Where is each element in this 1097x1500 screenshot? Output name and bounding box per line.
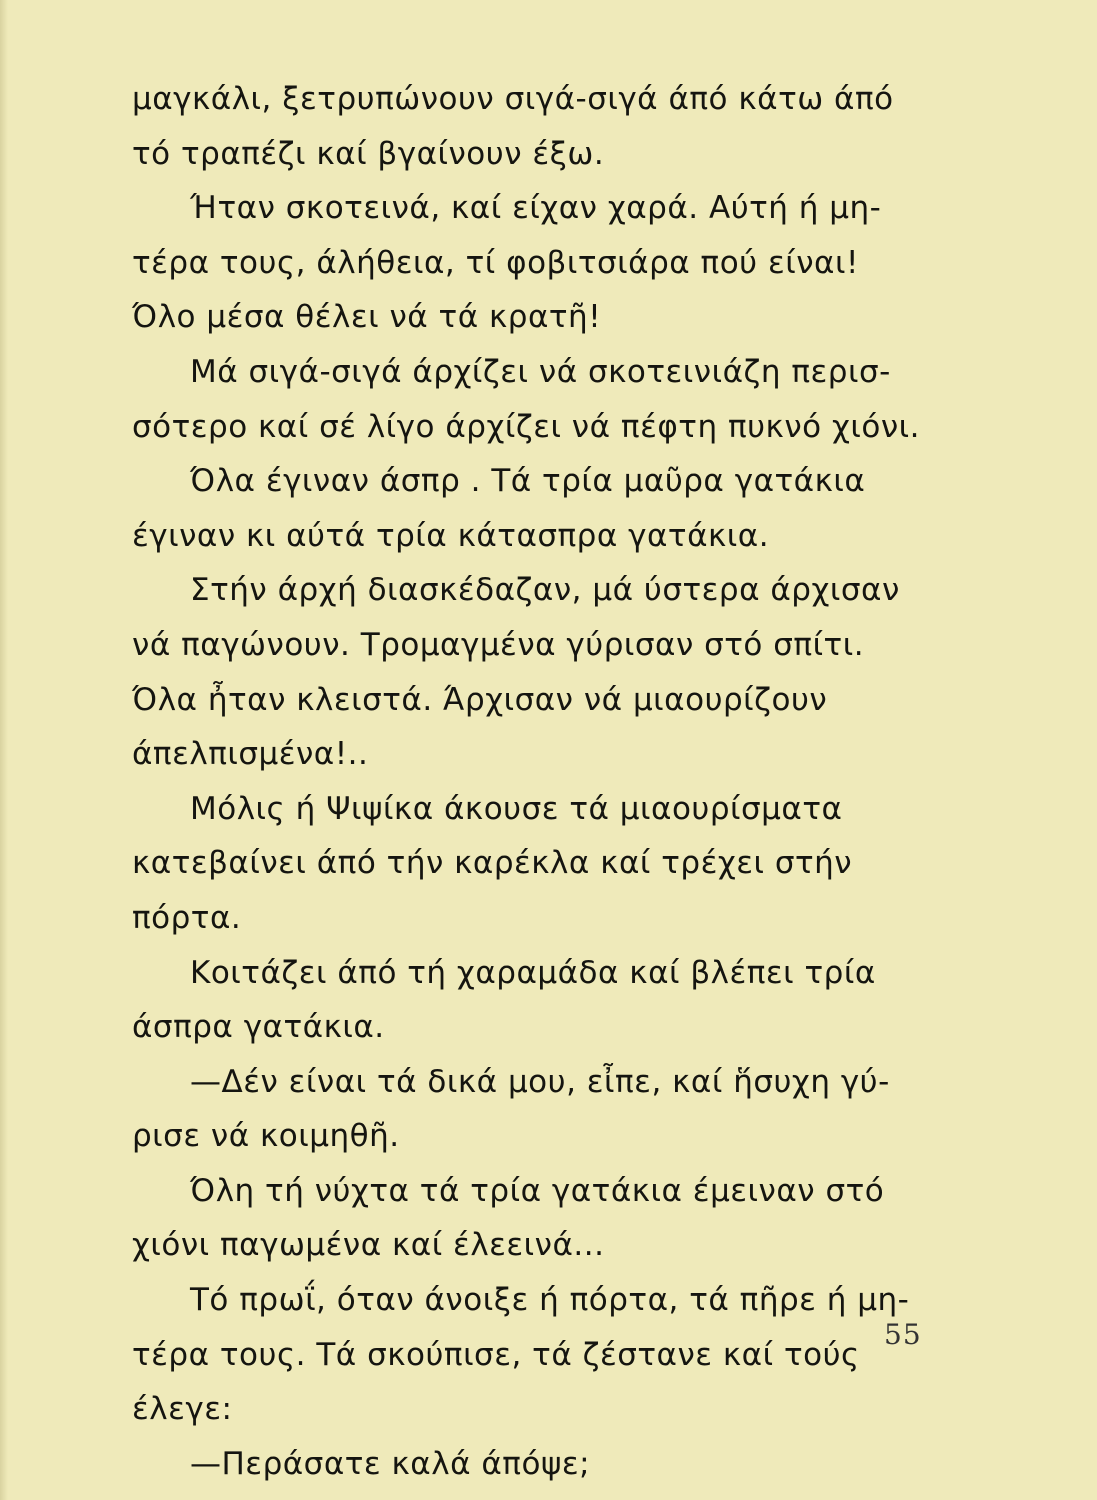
- page-number: 55: [884, 1318, 922, 1351]
- text-line: Όλα έγιναν άσπρ . Τά τρία μαῦρα γατάκια: [190, 463, 866, 500]
- text-line: τέρα τους. Τά σκούπισε, τά ζέστανε καί τούς: [132, 1336, 860, 1373]
- text-line: Όλη τή νύχτα τά τρία γατάκια έμειναν στό: [190, 1172, 885, 1209]
- text-line: —Δέν είναι τά δικά μου, εἶπε, καί ἥσυχη γύ-: [190, 1063, 890, 1100]
- text-line: άπελπισμένα!..: [132, 736, 369, 773]
- text-line: χιόνι παγωμένα καί έλεεινά...: [132, 1227, 605, 1264]
- text-line: τό τραπέζι καί βγαίνουν έξω.: [132, 135, 605, 172]
- text-line: Όλο μέσα θέλει νά τά κρατῆ!: [132, 299, 602, 336]
- text-line: άσπρα γατάκια.: [132, 1009, 385, 1046]
- page-binding-edge: [0, 0, 8, 1500]
- text-line: Μόλις ή Ψιψίκα άκουσε τά μιαουρίσματα: [190, 790, 843, 827]
- text-line: Κοιτάζει άπό τή χαραμάδα καί βλέπει τρία: [190, 954, 876, 991]
- text-line: Μά σιγά-σιγά άρχίζει νά σκοτεινιάζη περισ-: [190, 353, 891, 390]
- text-line: τέρα τους, άλήθεια, τί φοβιτσιάρα πού είναι!: [132, 244, 859, 281]
- text-line: μαγκάλι, ξετρυπώνουν σιγά-σιγά άπό κάτω άπό: [132, 81, 894, 117]
- text-line: έλεγε:: [132, 1391, 233, 1428]
- body-text: [132, 72, 922, 1491]
- text-line: έγιναν κι αύτά τρία κάτασπρα γατάκια.: [132, 517, 770, 554]
- text-line: ρισε νά κοιμηθῆ.: [132, 1118, 400, 1155]
- text-line: —Περάσατε καλά άπόψε;: [190, 1445, 591, 1482]
- text-line: Ήταν σκοτεινά, καί είχαν χαρά. Αύτή ή μη-: [190, 190, 882, 227]
- text-line: σότερο καί σέ λίγο άρχίζει νά πέφτη πυκνό χιόνι.: [132, 408, 920, 445]
- text-line: κατεβαίνει άπό τήν καρέκλα καί τρέχει στήν: [132, 845, 853, 882]
- text-line: Τό πρωΐ, όταν άνοιξε ή πόρτα, τά πῆρε ή μη-: [190, 1282, 910, 1319]
- text-line: Όλα ἦταν κλειστά. Άρχισαν νά μιαουρίζουν: [132, 681, 828, 718]
- text-line: νά παγώνουν. Τρομαγμένα γύρισαν στό σπίτι.: [132, 626, 865, 663]
- text-line: πόρτα.: [132, 899, 242, 936]
- text-line: Στήν άρχή διασκέδαζαν, μά ύστερα άρχισαν: [190, 572, 900, 609]
